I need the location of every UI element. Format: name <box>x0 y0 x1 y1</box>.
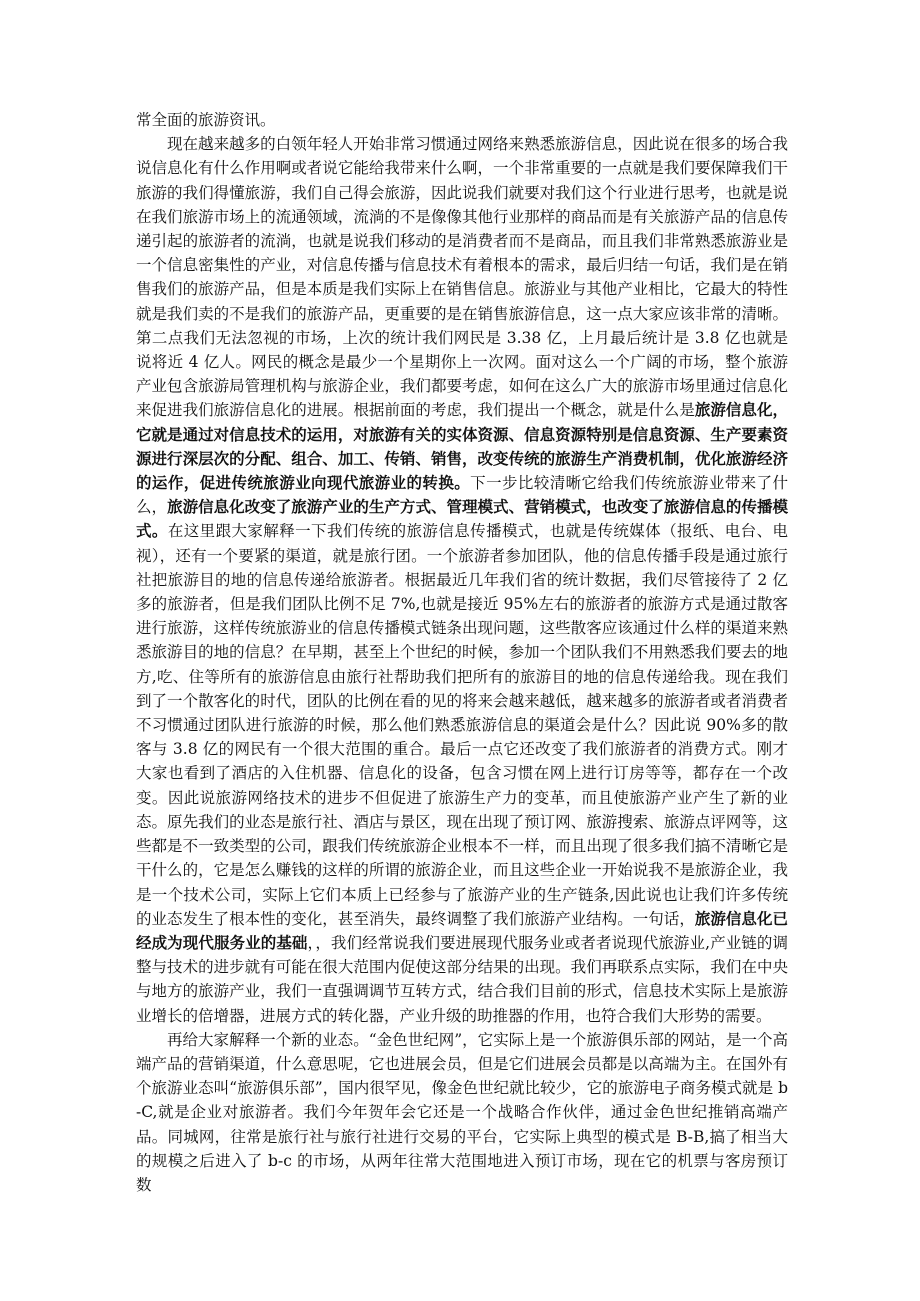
bold-definition-text: 旅游信息化，它就是通过对信息技术的运用，对旅游有关的实体资源、信息资源特别是信息资源、生产要素资源进行深层次的分配、组合、加工、传销、销售，改变传统的旅游生产消费机制，优化旅游经济的运作，促进传统旅游业向现代旅游业的转换。 <box>136 401 788 493</box>
document-body <box>136 108 788 1197</box>
paragraph-text: 在这里跟大家解释一下我们传统的旅游信息传播模式，也就是传统媒体（报纸、电台、电视），还有一个要紧的渠道，就是旅行团。一个旅游者参加团队，他的信息传播手段是通过旅行社把旅游目的地的信息传递给旅游者。根据最近几年我们省的统计数据，我们尽管接待了 2 亿多的旅游者，但是我们团队比例不足 7%,也就是接近 95%左右的旅游者的旅游方式是通过散客进行旅游，这样传统旅游业的信息传播模式链条出现问题，这些散客应该通过什么样的渠道来熟悉旅游目的地的信息？在早期，甚至上个世纪的时候，参加一个团队我们不用熟悉我们要去的地方,吃、住等所有的旅游信息由旅行社帮助我们把所有的旅游目的地的信息传递给我。现在我们到了一个散客化的时代，团队的比例在看的见的将来会越来越低，越来越多的旅游者或者消费者不习惯通过团队进行旅游的时候，那么他们熟悉旅游信息的渠道会是什么？因此说 90%多的散客与 3.8 亿的网民有一个很大范围的重合。最后一点它还改变了我们旅游者的消费方式。刚才大家也看到了酒店的入住机器、信息化的设备，包含习惯在网上进行订房等等，都存在一个改变。因此说旅游网络技术的进步不但促进了旅游生产力的变革，而且使旅游产业产生了新的业态。原先我们的业态是旅行社、酒店与景区，现在出现了预订网、旅游搜索、旅游点评网等，这些都是不一致类型的公司，跟我们传统旅游企业根本不一样，而且出现了很多我们搞不清晰它是干什么的，它是怎么赚钱的这样的所谓的旅游企业，而且这些企业一开始说我不是旅游企业，我是一个技术公司，实际上它们本质上已经参与了旅游产业的生产链条,因此说也让我们许多传统的业态发生了根本性的变化，甚至消失，最终调整了我们旅游产业结构。一句话， <box>136 522 788 928</box>
paragraph-text: 下一步比较清晰它给我们传统旅游业带来了什么， <box>136 474 788 517</box>
paragraph-text: 常全面的旅游资讯。 <box>136 111 276 129</box>
bold-emphasis-text: 旅游信息化已经成为现代服务业的基础 <box>136 909 788 952</box>
paragraph-text: 现在越来越多的白领年轻人开始非常习惯通过网络来熟悉旅游信息，因此说在很多的场合我说信息化有什么作用啊或者说它能给我带来什么啊，一个非常重要的一点就是我们要保障我们干旅游的我们得懂旅游，我们自己得会旅游，因此说我们就要对我们这个行业进行思考，也就是说在我们旅游市场上的流通领域，流淌的不是像像其他行业那样的商品而是有关旅游产品的信息传递引起的旅游者的流淌，也就是说我们移动的是消费者而不是商品，而且我们非常熟悉旅游业是一个信息密集性的产业，对信息传播与信息技术有着根本的需求，最后归结一句话，我们是在销售我们的旅游产品，但是本质是我们实际上在销售信息。旅游业与其他产业相比，它最大的特性就是我们卖的不是我们的旅游产品，更重要的是在销售旅游信息，这一点大家应该非常的清晰。第二点我们无法忽视的市场，上次的统计我们网民是 3.38 亿，上月最后统计是 3.8 亿也就是说将近 4 亿人。网民的概念是最少一个星期你上一次网。面对这么一个广阔的市场，整个旅游产业包含旅游局管理机构与旅游企业，我们都要考虑，如何在这么广大的旅游市场里通过信息化来促进我们旅游信息化的进展。根据前面的考虑，我们提出一个概念，就是什么是 <box>136 135 788 420</box>
paragraph <box>136 1028 788 1197</box>
paragraph <box>136 132 788 1028</box>
bold-emphasis-text: 旅游信息化改变了旅游产业的生产方式、管理模式、营销模式，也改变了旅游信息的传播模式。 <box>136 498 788 541</box>
paragraph <box>136 108 788 132</box>
paragraph-text: ，，我们经常说我们要进展现代服务业或者者说现代旅游业,产业链的调整与技术的进步就有可能在很大范围内促使这部分结果的出现。我们再联系点实际，我们在中央与地方的旅游产业，我们一直强调调节互转方式，结合我们目前的形式，信息技术实际上是旅游业增长的倍增器，进展方式的转化器，产业升级的助推器的作用，也符合我们大形势的需要。 <box>136 933 788 1025</box>
paragraph-text: 再给大家解释一个新的业态。“金色世纪网”，它实际上是一个旅游俱乐部的网站，是一个高端产品的营销渠道，什么意思呢，它也进展会员，但是它们进展会员都是以高端为主。在国外有个旅游业态叫“旅游俱乐部”，国内很罕见，像金色世纪就比较少，它的旅游电子商务模式就是 b-C,就是企业对旅游者。我们今年贺年会它还是一个战略合作伙伴，通过金色世纪推销高端产品。同城网，往常是旅行社与旅行社进行交易的平台，它实际上典型的模式是 B-B,搞了相当大的规模之后进入了 b-c 的市场，从两年往常大范围地进入预订市场，现在它的机票与客房预订数 <box>136 1030 788 1194</box>
